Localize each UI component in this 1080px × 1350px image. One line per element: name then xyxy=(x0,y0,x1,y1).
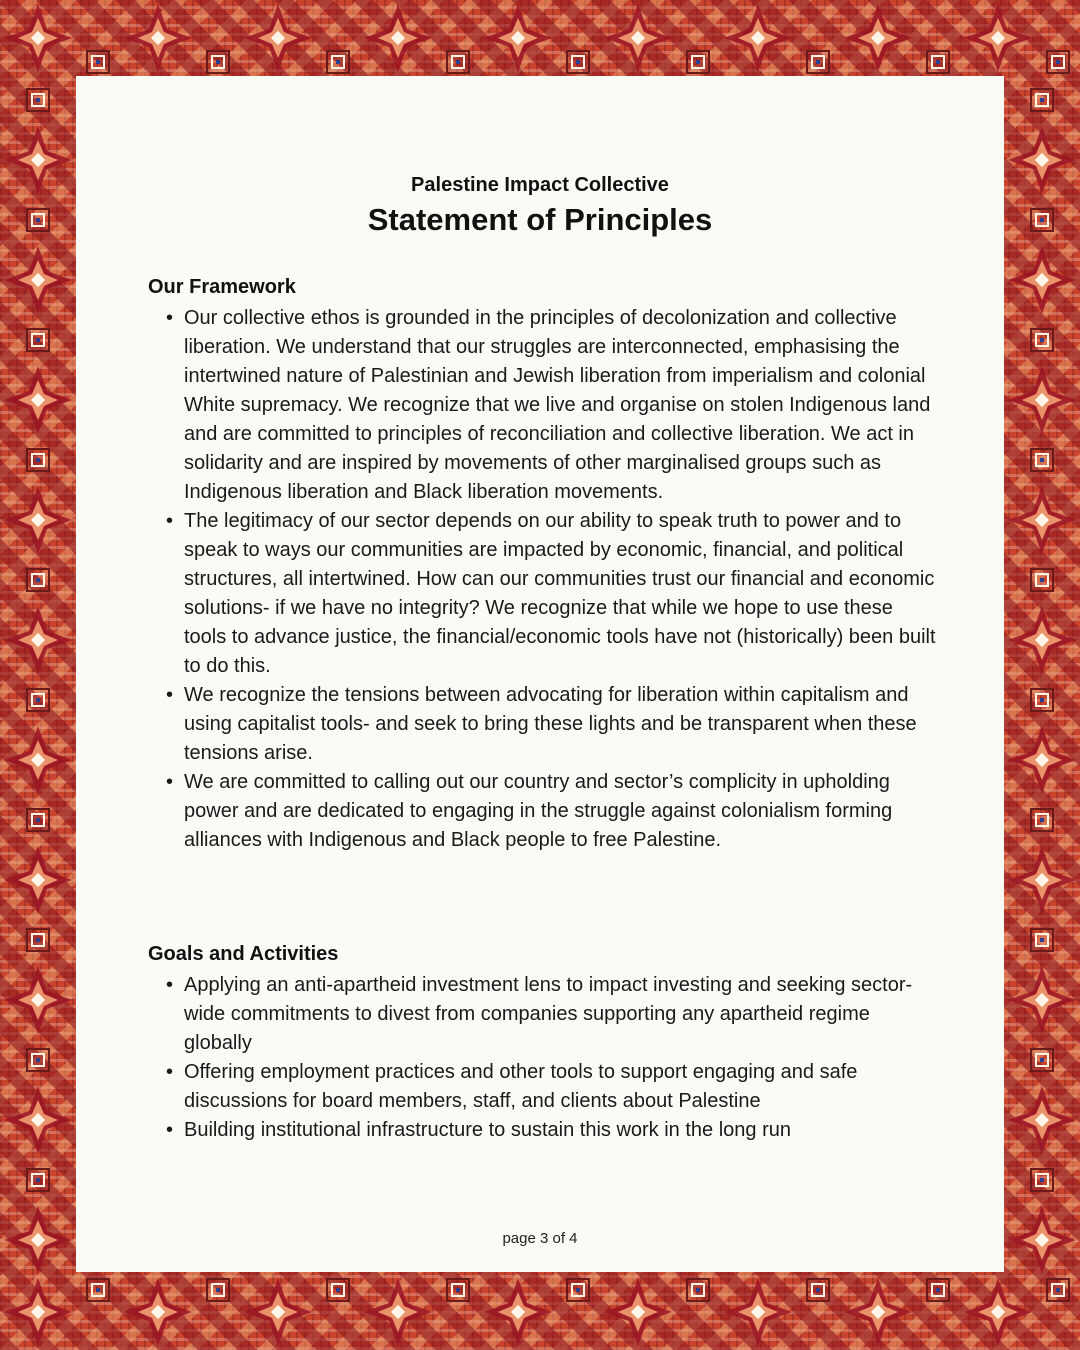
list-item: • The legitimacy of our sector depends on our ability to speak truth to power and to speak to ways our communities are impacted by economic, financial, and political structures, all intertwined. How can our communities trust our financial and economic solutions- if we have no integrity? We recognize that while we hope to use these tools to advance justice, the financial/economic tools have not (historically) been built to do this. xyxy=(148,507,938,681)
page-number: page 3 of 4 xyxy=(502,1230,578,1247)
list-item: • Our collective ethos is grounded in the principles of decolonization and collective liberation. We understand that our struggles are interconnected, emphasising the intertwined nature of Palestinian and Jewish liberation from imperialism and colonial White supremacy. We recognize that we live and organise on stolen Indigenous land and are committed to principles of reconciliation and collective liberation. We act in solidarity and are inspired by movements of other marginalised groups such as Indigenous liberation and Black liberation movements. xyxy=(148,304,938,507)
document-page xyxy=(76,76,1004,1272)
section-heading-goals: Goals and Activities xyxy=(148,943,339,965)
list-item: • We are committed to calling out our country and sector’s complicity in upholding power and are dedicated to engaging in the struggle against colonialism forming alliances with Indigenous and Black people to free Palestine. xyxy=(148,768,938,855)
list-item: • We recognize the tensions between advocating for liberation within capitalism and using capitalist tools- and seek to bring these lights and be transparent when these tensions arise. xyxy=(148,681,938,768)
goals-list xyxy=(148,971,938,1145)
list-item: • Offering employment practices and other tools to support engaging and safe discussions for board members, staff, and clients about Palestine xyxy=(148,1058,938,1116)
list-item: • Building institutional infrastructure to sustain this work in the long run xyxy=(148,1116,938,1145)
section-heading-framework: Our Framework xyxy=(148,276,296,298)
framework-list xyxy=(148,304,938,855)
page-title: Statement of Principles xyxy=(367,202,713,237)
list-item: • Applying an anti-apartheid investment lens to impact investing and seeking sector-wide commitments to divest from companies supporting any apartheid regime globally xyxy=(148,971,938,1058)
organization-name: Palestine Impact Collective xyxy=(411,174,669,196)
